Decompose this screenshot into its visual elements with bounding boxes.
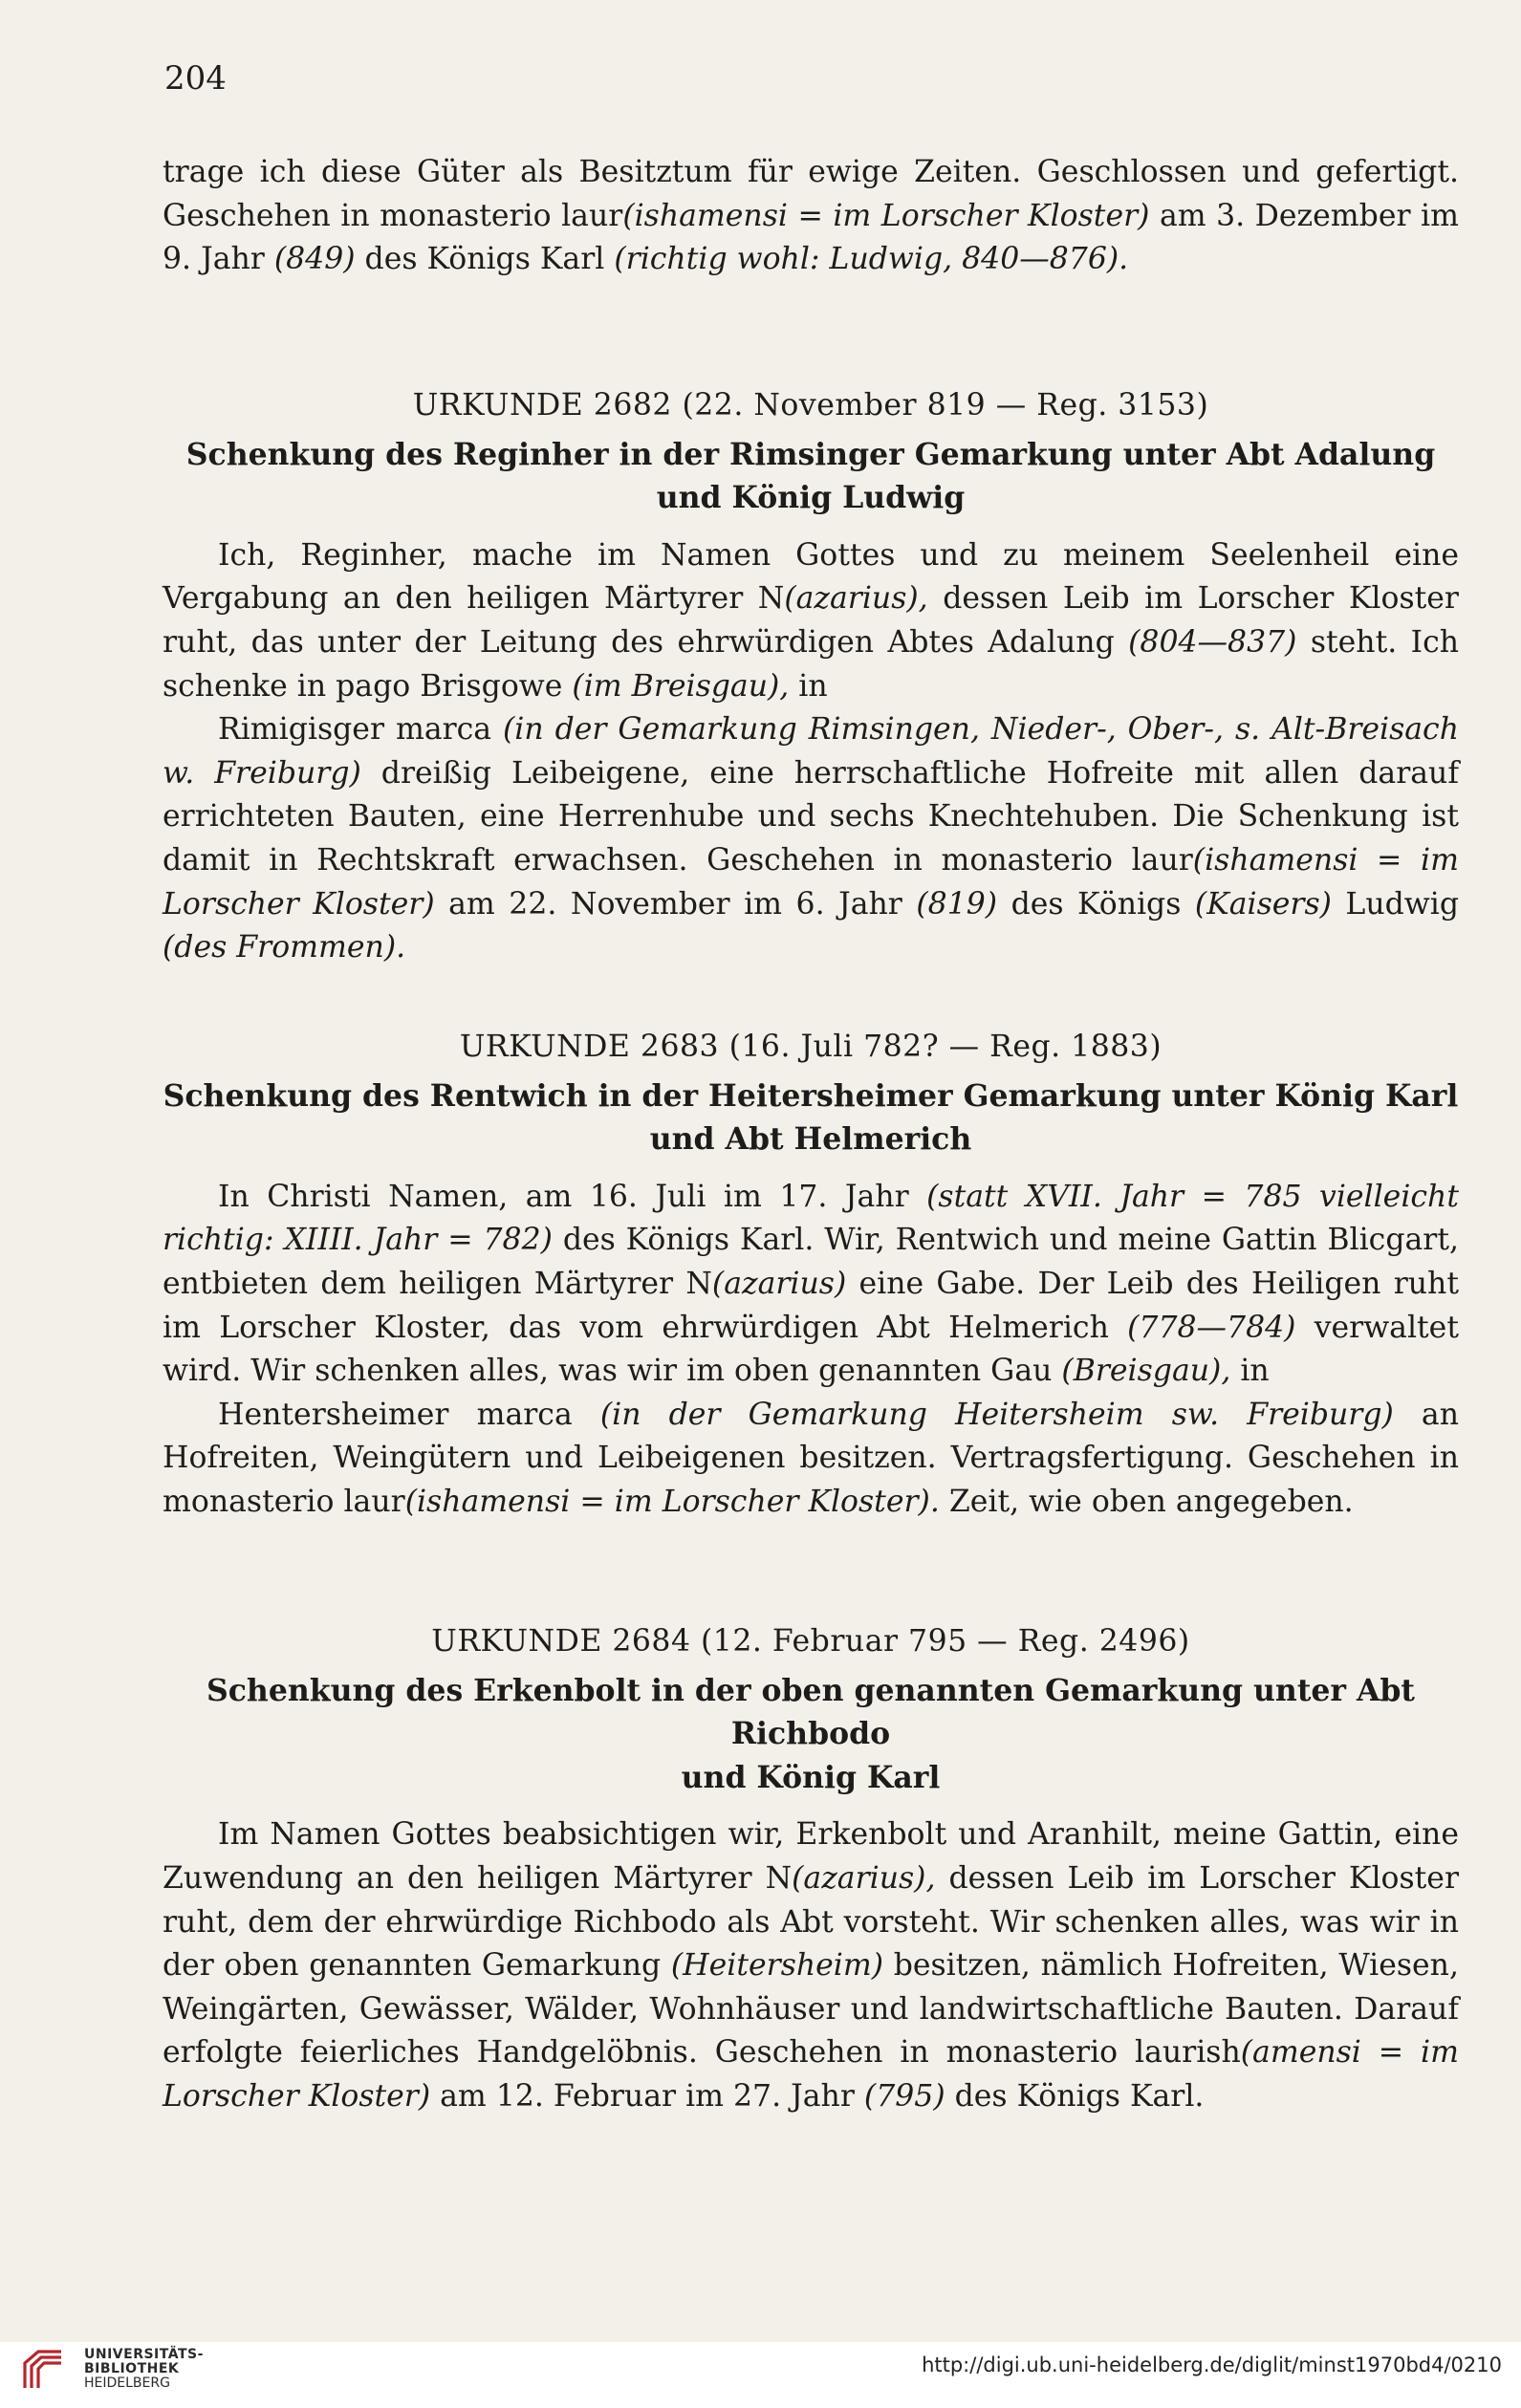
- text-run: des Königs Karl. Wir, Rentwich und meine Gattin Blicgart, entbieten dem heiligen Märtyrer N: [163, 1223, 1459, 1301]
- italic-run: (778—784): [1127, 1310, 1296, 1345]
- document-paragraph: [163, 1394, 1459, 1525]
- intro-paragraph: [163, 151, 1459, 282]
- text-run: Im Namen Gottes beabsichtigen wir, Erkenbolt und Aranhilt, meine Gattin, eine Zuwendung an den heiligen Märtyrer N: [163, 1817, 1459, 1896]
- italic-run: (ishamensi = im Lorscher Kloster): [622, 198, 1150, 233]
- document-heading: URKUNDE 2682 (22. November 819 — Reg. 3153): [412, 388, 1209, 423]
- italic-run: (amensi = im Lorscher Kloster): [163, 2035, 1459, 2114]
- document-2682: [163, 384, 1459, 970]
- text-run: Hentersheimer marca: [218, 1397, 600, 1432]
- text-run: Rimigisger marca: [218, 712, 504, 748]
- text-run: am 22. November im 6. Jahr: [434, 886, 917, 922]
- italic-run: (ishamensi = im Lorscher Kloster).: [404, 1484, 940, 1519]
- document-2683: [163, 1026, 1459, 1525]
- document-subheading: Schenkung des Reginher in der Rimsinger Gemarkung unter Abt Adalung: [185, 436, 1436, 472]
- page-number: 204: [164, 59, 227, 98]
- document-paragraph: [163, 1813, 1459, 2118]
- italic-run: (Heitersheim): [670, 1948, 884, 1984]
- intro-text: [163, 151, 1459, 282]
- document-subheading: und König Karl: [681, 1759, 941, 1795]
- italic-run: (in der Gemarkung Rimsingen, Nieder-, Ober-, s. Alt-Breisach w. Freiburg): [163, 712, 1459, 791]
- text-run: verwaltet wird. Wir schenken alles, was wir im oben genannten Gau: [163, 1310, 1459, 1389]
- text-run: in: [1230, 1354, 1270, 1389]
- italic-run: (azarius): [711, 1266, 847, 1301]
- italic-run: (Breisgau),: [1061, 1354, 1231, 1389]
- text-run: eine Gabe. Der Leib des Heiligen ruht im Lorscher Kloster, das vom ehrwürdigen Abt Helmerich: [163, 1266, 1459, 1345]
- italic-run: (statt XVII. Jahr = 785 vielleicht richtig: XIIII. Jahr = 782): [163, 1179, 1459, 1258]
- document-subheading: und Abt Helmerich: [649, 1121, 972, 1158]
- italic-run: (804—837): [1128, 624, 1297, 660]
- italic-run: (ishamensi = im Lorscher Kloster): [163, 842, 1459, 922]
- document-paragraph: [163, 708, 1459, 970]
- text-run: dessen Leib im Lorscher Kloster ruht, dem der ehrwürdige Richbodo als Abt vorsteht. Wir schenken alles, was wir in der oben genannten Gemarkung: [163, 1860, 1460, 1984]
- italic-run: (richtig wohl: Ludwig, 840—876).: [614, 242, 1129, 277]
- document-subheading: und König Ludwig: [656, 480, 966, 516]
- italic-run: (azarius),: [784, 581, 928, 617]
- document-subheading: Schenkung des Erkenbolt in der oben genannten Gemarkung unter Abt Richbodo: [206, 1672, 1415, 1752]
- document-2684: [163, 1620, 1459, 2119]
- italic-run: (849): [273, 242, 356, 277]
- document-paragraph: [163, 534, 1459, 708]
- italic-run: (in der Gemarkung Heitersheim sw. Freiburg): [599, 1397, 1394, 1432]
- text-run: trage ich diese Güter als Besitztum für ewige Zeiten. Geschlossen und gefertigt. Geschehen in monasterio laur: [163, 155, 1459, 233]
- text-run: Ludwig: [1331, 886, 1459, 922]
- text-run: dreißig Leibeigene, eine herrschaftliche Hofreite mit allen darauf errichteten Bauten, eine Herrenhube und sechs Knechtehuben. Die Schenkung ist damit in Rechtskraft erwachsen. Geschehen in monasterio laur: [163, 755, 1459, 878]
- italic-run: (im Breisgau),: [572, 668, 790, 704]
- text-run: am 12. Februar im 27. Jahr: [430, 2078, 864, 2114]
- italic-run: (795): [863, 2078, 945, 2114]
- logo-line: HEIDELBERG: [84, 2375, 170, 2391]
- italic-run: (Kaisers): [1194, 886, 1332, 922]
- document-subheading: Schenkung des Rentwich in der Heitersheimer Gemarkung unter König Karl: [163, 1077, 1459, 1114]
- document-heading: URKUNDE 2684 (12. Februar 795 — Reg. 2496): [431, 1624, 1190, 1659]
- text-run: Zeit, wie oben angegeben.: [939, 1484, 1354, 1519]
- logo-line: BIBLIOTHEK: [84, 2361, 180, 2376]
- text-run: dessen Leib im Lorscher Kloster ruht, das unter der Leitung des ehrwürdigen Abtes Adalung: [163, 581, 1459, 660]
- text-run: In Christi Namen, am 16. Juli im 17. Jahr: [218, 1179, 927, 1214]
- text-run: besitzen, nämlich Hofreiten, Wiesen, Weingärten, Gewässer, Wälder, Wohnhäuser und landwirtschaftliche Bauten. Darauf erfolgte feierliches Handgelöbnis. Geschehen in monasterio laurish: [163, 1948, 1459, 2071]
- text-run: am 3. Dezember im 9. Jahr: [163, 198, 1459, 277]
- document-heading: URKUNDE 2683 (16. Juli 782? — Reg. 1883): [459, 1030, 1162, 1064]
- text-run: an Hofreiten, Weingütern und Leibeigenen besitzen. Vertragsfertigung. Geschehen in monasterio laur: [163, 1397, 1459, 1519]
- library-logo-icon: [19, 2346, 67, 2394]
- text-run: steht. Ich schenke in pago Brisgowe: [163, 624, 1460, 704]
- text-run: Ich, Reginher, mache im Namen Gottes und zu meinem Seelenheil eine Vergabung an den heiligen Märtyrer N: [163, 537, 1459, 617]
- text-run: des Königs Karl.: [945, 2078, 1205, 2114]
- source-url-link[interactable]: http://digi.ub.uni-heidelberg.de/diglit/minst1970bd4/0210: [922, 2354, 1502, 2376]
- italic-run: (des Frommen).: [163, 930, 406, 965]
- italic-run: (819): [916, 886, 998, 922]
- text-run: des Königs Karl: [355, 242, 615, 277]
- library-logo-text: [84, 2348, 204, 2391]
- italic-run: (azarius),: [792, 1860, 936, 1896]
- text-run: in: [789, 668, 828, 704]
- logo-line: UNIVERSITÄTS-: [84, 2347, 204, 2362]
- text-run: des Königs: [997, 886, 1195, 922]
- document-paragraph: [163, 1176, 1459, 1394]
